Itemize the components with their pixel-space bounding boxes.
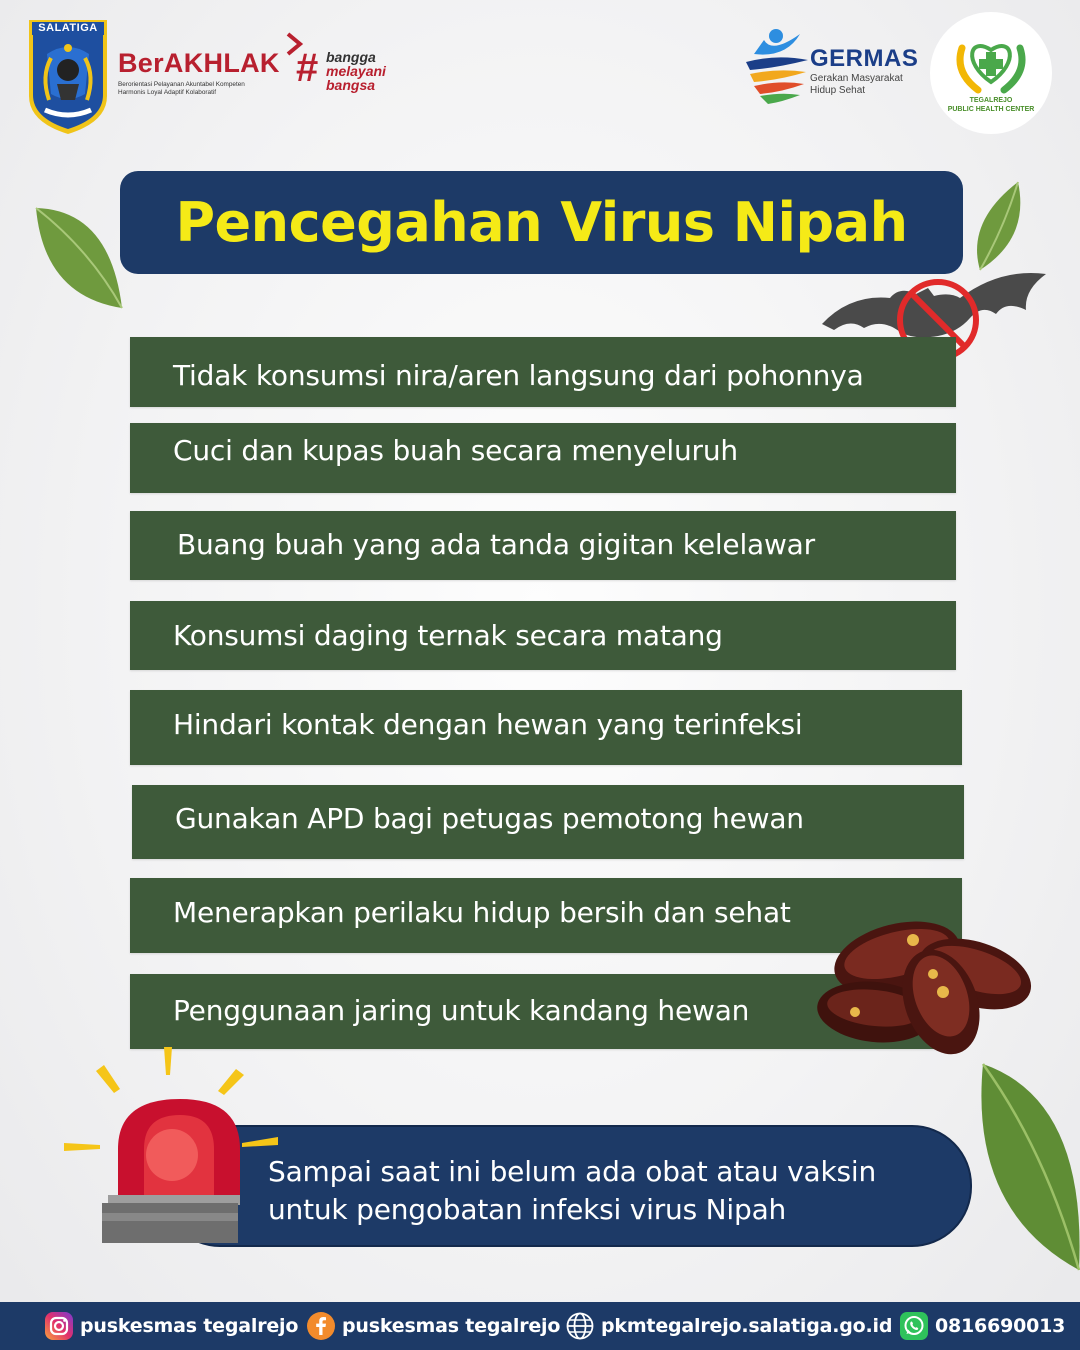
- tip-item: [130, 511, 956, 580]
- salatiga-crest-icon: [27, 18, 109, 136]
- tip-text: Hindari kontak dengan hewan yang terinfeksi: [173, 708, 803, 741]
- tip-text: Tidak konsumsi nira/aren langsung dari pohonnya: [173, 358, 864, 392]
- warning-banner: [160, 1125, 972, 1247]
- footer-facebook-text: puskesmas tegalrejo: [342, 1315, 561, 1337]
- warning-line-2: untuk pengobatan infeksi virus Nipah: [268, 1193, 787, 1226]
- phc-label-1: TEGALREJO: [969, 97, 1013, 104]
- tip-item: [130, 423, 956, 493]
- tip-text: Menerapkan perilaku hidup bersih dan sehat: [173, 896, 791, 929]
- footer-instagram[interactable]: [44, 1302, 298, 1350]
- tip-text: Cuci dan kupas buah secara menyeluruh: [173, 433, 738, 467]
- warning-text: [268, 1153, 968, 1229]
- phc-label: [930, 96, 1052, 114]
- leaf-icon: [30, 200, 130, 320]
- hashtag-word-2: melayani: [326, 63, 386, 79]
- tip-item: [132, 785, 964, 859]
- warning-line-1: Sampai saat ini belum ada obat atau vaksin: [268, 1155, 877, 1188]
- tip-text: Gunakan APD bagi petugas pemotong hewan: [175, 801, 804, 835]
- footer-whatsapp-text: 0816690013: [935, 1315, 1066, 1337]
- tegalrejo-phc-logo: [930, 12, 1052, 134]
- title-banner: [120, 171, 963, 274]
- germas-logo-icon: [742, 24, 812, 108]
- berakhlak-logo: [118, 48, 408, 108]
- berakhlak-tagline-1: Berorientasi Pelayanan Akuntabel Kompeten: [118, 81, 245, 88]
- germas-subtitle-2: Hidup Sehat: [810, 85, 866, 96]
- tip-item: [130, 337, 956, 407]
- hashtag-symbol: #: [296, 46, 319, 90]
- crest-label: SALATIGA: [38, 22, 98, 34]
- dates-fruit-icon: [815, 910, 1035, 1060]
- bangga-melayani-bangsa: [326, 50, 386, 92]
- siren-icon: [60, 1045, 280, 1250]
- berakhlak-word: BerAKHLAK: [118, 48, 280, 78]
- tip-item: [130, 690, 962, 765]
- leaf-icon: [975, 1060, 1080, 1275]
- footer-website-text: pkmtegalrejo.salatiga.go.id: [601, 1315, 893, 1337]
- footer-instagram-text: puskesmas tegalrejo: [80, 1315, 299, 1337]
- tip-text: Buang buah yang ada tanda gigitan kelelawar: [177, 528, 815, 561]
- tip-text: Konsumsi daging ternak secara matang: [173, 619, 723, 652]
- instagram-icon: [44, 1311, 74, 1341]
- germas-subtitle-1: Gerakan Masyarakat: [810, 73, 903, 84]
- tip-item: [130, 601, 956, 670]
- hashtag-word-3: bangsa: [326, 77, 376, 93]
- berakhlak-tagline: [118, 81, 293, 97]
- tip-text: Penggunaan jaring untuk kandang hewan: [173, 994, 750, 1027]
- page-title: Pencegahan Virus Nipah: [175, 191, 908, 254]
- germas-subtitle: [810, 73, 903, 97]
- germas-logo: [742, 24, 932, 108]
- footer-facebook[interactable]: [306, 1302, 560, 1350]
- phc-label-2: PUBLIC HEALTH CENTER: [947, 106, 1035, 113]
- footer-whatsapp[interactable]: [899, 1302, 1065, 1350]
- footer: [0, 1302, 1080, 1350]
- whatsapp-icon: [899, 1311, 929, 1341]
- hashtag-word-1: bangga: [326, 49, 376, 65]
- globe-icon: [565, 1311, 595, 1341]
- germas-title: GERMAS: [810, 45, 919, 72]
- facebook-icon: [306, 1311, 336, 1341]
- tegalrejo-phc-logo-icon: [952, 30, 1030, 96]
- footer-website[interactable]: [565, 1302, 892, 1350]
- berakhlak-tagline-2: Harmonis Loyal Adaptif Kolaboratif: [118, 89, 217, 96]
